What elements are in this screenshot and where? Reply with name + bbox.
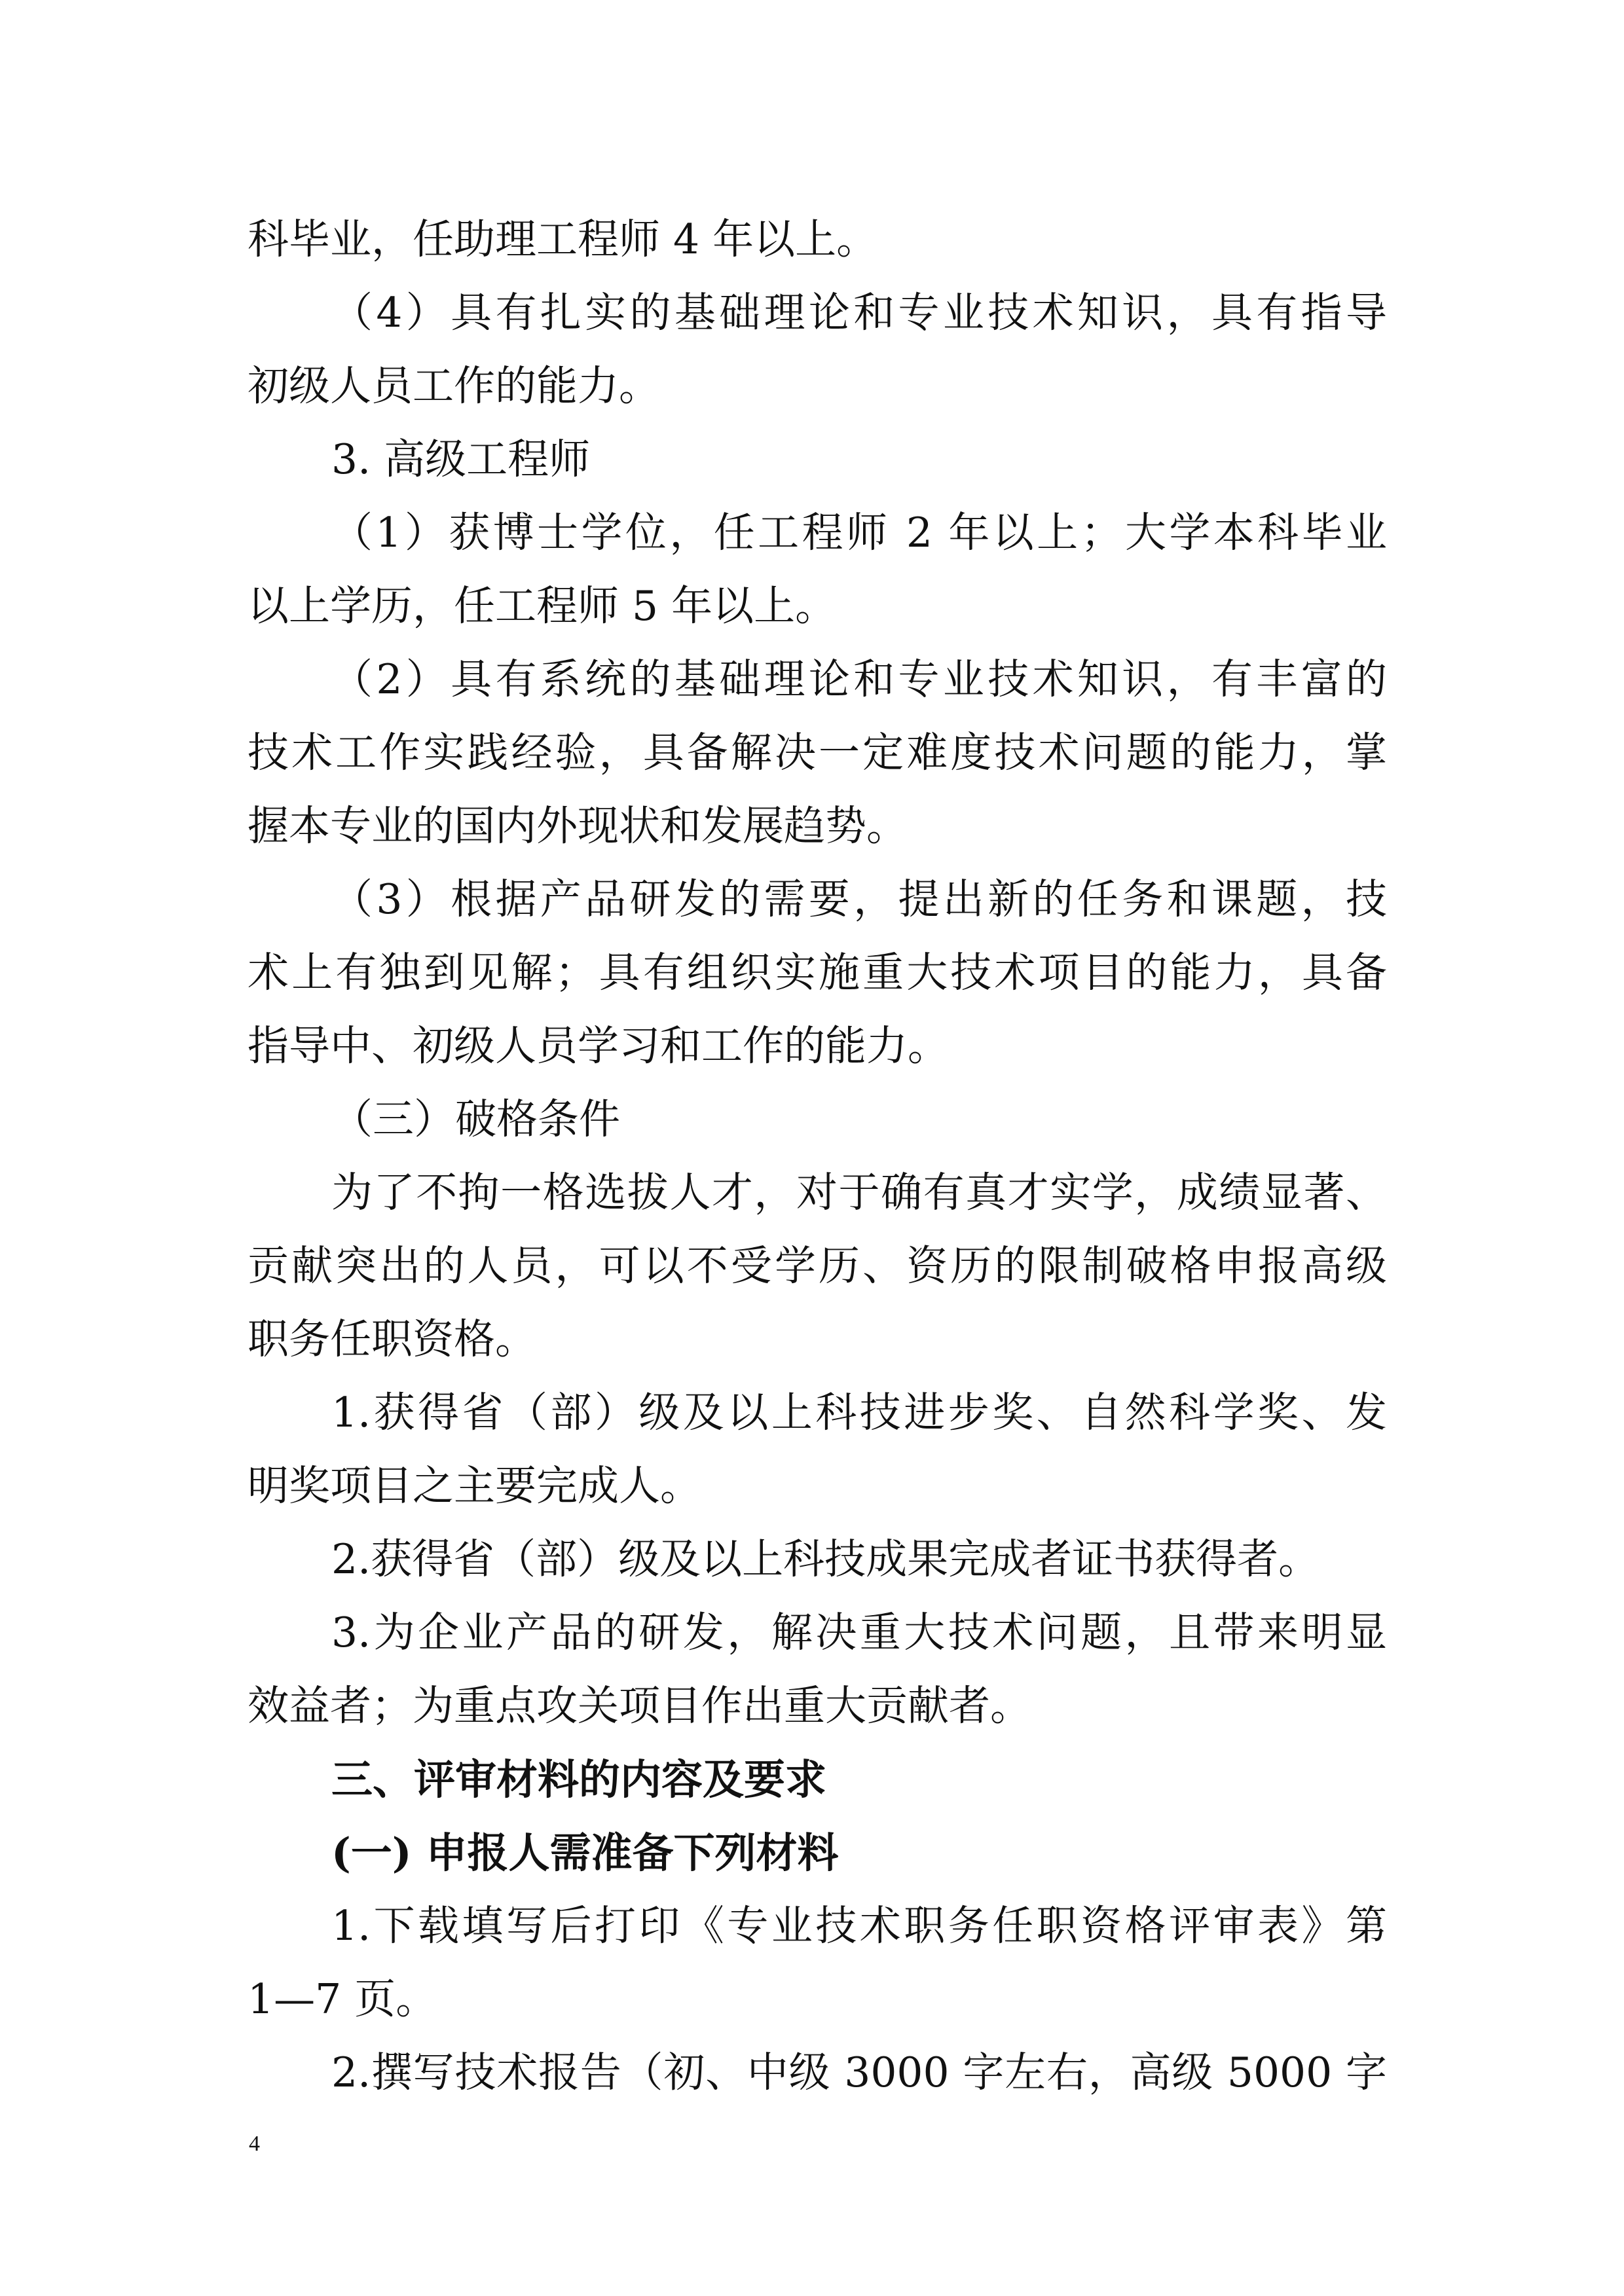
paragraph-line: （4）具有扎实的基础理论和专业技术知识，具有指导 <box>331 289 1387 337</box>
paragraph-line: 握本专业的国内外现状和发展趋势。 <box>248 802 908 850</box>
paragraph-line: 效益者；为重点攻关项目作出重大贡献者。 <box>248 1682 1031 1730</box>
paragraph-line: 为了不拘一格选拔人才，对于确有真才实学，成绩显著、 <box>331 1169 1387 1216</box>
paragraph-line: 初级人员工作的能力。 <box>248 362 660 410</box>
paragraph-line: 1.获得省（部）级及以上科技进步奖、自然科学奖、发 <box>331 1389 1387 1436</box>
paragraph-line: 技术工作实践经验，具备解决一定难度技术问题的能力，掌 <box>248 729 1387 776</box>
paragraph-line: 科毕业，任助理工程师 4 年以上。 <box>248 215 878 263</box>
paragraph-line: 明奖项目之主要完成人。 <box>248 1462 701 1510</box>
paragraph-line: 2.撰写技术报告（初、中级 3000 字左右，高级 5000 字 <box>331 2049 1387 2096</box>
section-heading: 3. 高级工程师 <box>331 435 591 483</box>
paragraph-line: 1.下载填写后打印《专业技术职务任职资格评审表》第 <box>331 1902 1387 1950</box>
subsection-heading: (一) 申报人需准备下列材料 <box>331 1829 839 1877</box>
paragraph-line: （1）获博士学位，任工程师 2 年以上；大学本科毕业 <box>331 509 1387 556</box>
paragraph-line: （3）根据产品研发的需要，提出新的任务和课题，技 <box>331 875 1387 923</box>
paragraph-line: （2）具有系统的基础理论和专业技术知识，有丰富的 <box>331 655 1387 703</box>
document-body <box>248 203 1387 2109</box>
paragraph-line: 指导中、初级人员学习和工作的能力。 <box>248 1022 949 1070</box>
paragraph-line: 职务任职资格。 <box>248 1315 536 1363</box>
paragraph-line: 3.为企业产品的研发，解决重大技术问题，且带来明显 <box>331 1609 1387 1656</box>
paragraph-line: 2.获得省（部）级及以上科技成果完成者证书获得者。 <box>331 1535 1320 1583</box>
paragraph-line: 术上有独到见解；具有组织实施重大技术项目的能力，具备 <box>248 949 1387 996</box>
section-heading: （三）破格条件 <box>331 1095 620 1143</box>
paragraph-line: 以上学历，任工程师 5 年以上。 <box>248 582 837 630</box>
page-number: 4 <box>249 2132 260 2156</box>
chapter-heading: 三、评审材料的内容及要求 <box>331 1755 826 1804</box>
paragraph-line: 1—7 页。 <box>248 1975 437 2023</box>
paragraph-line: 贡献突出的人员，可以不受学历、资历的限制破格申报高级 <box>248 1242 1387 1290</box>
